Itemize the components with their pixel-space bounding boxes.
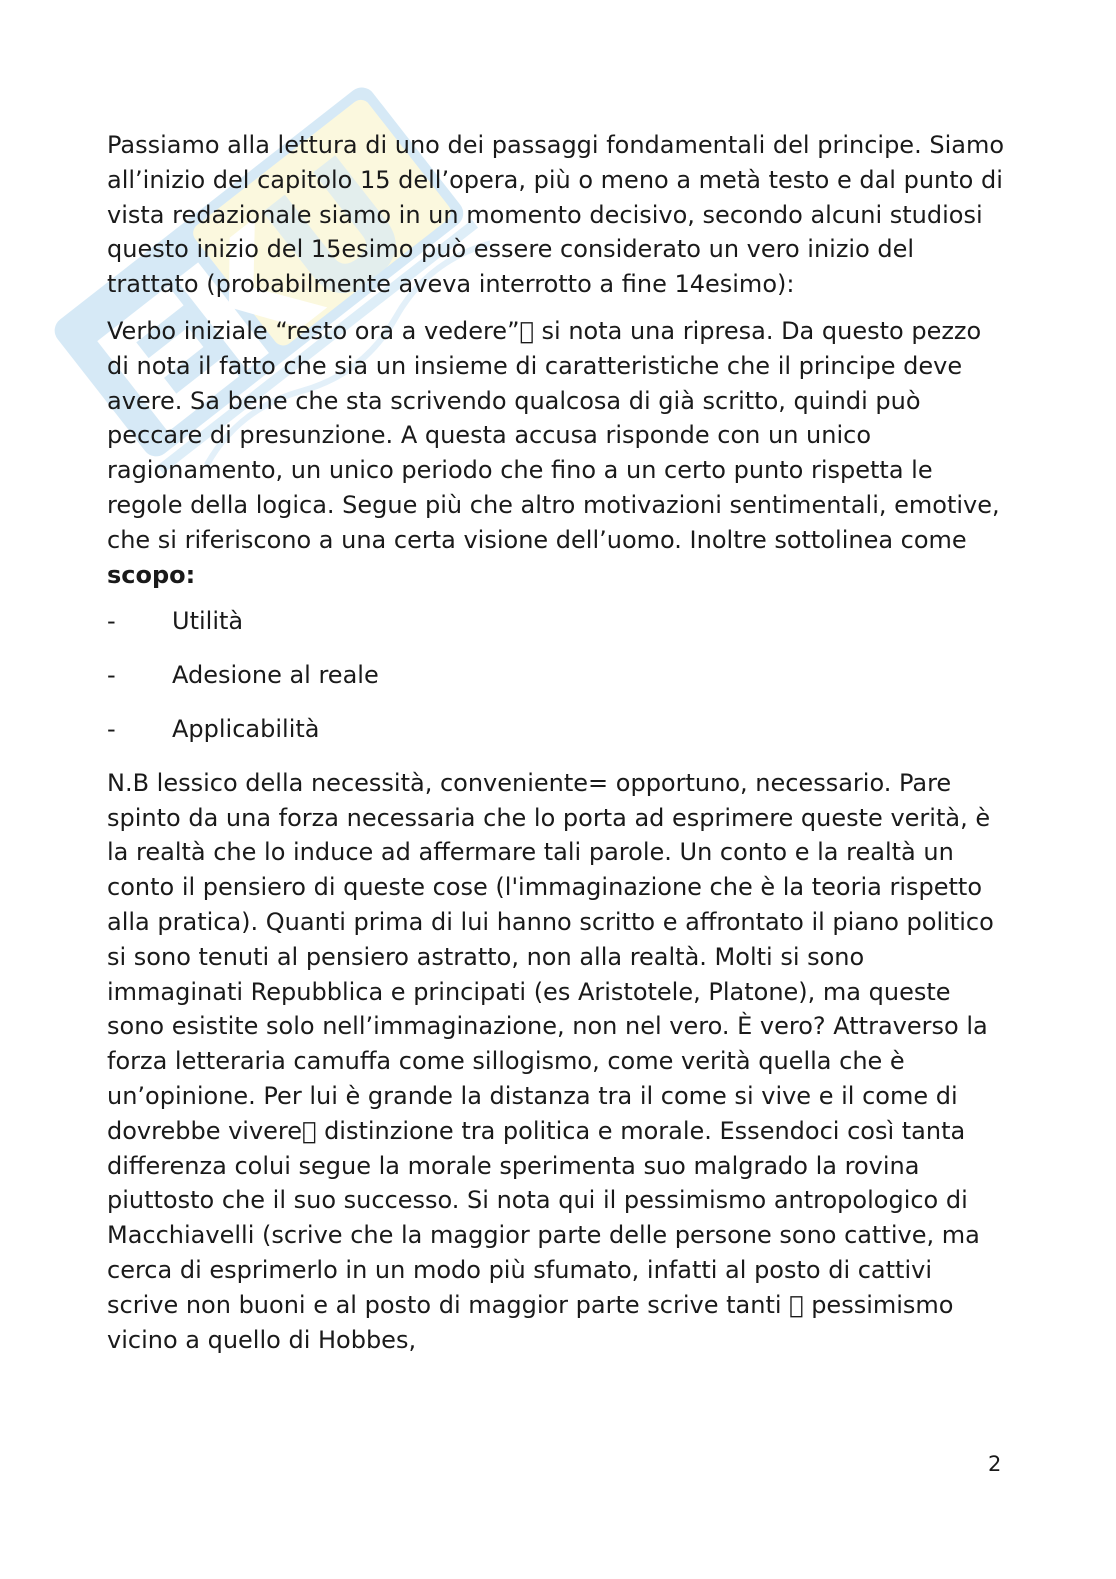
list-item-text: Applicabilità <box>172 714 320 743</box>
paragraph-nb-lessico: N.B lessico della necessità, conveniente= opportuno, necessario. Pare spinto da una forza necessaria che lo porta ad esprimere queste verità, è la realtà che lo induce ad affermare tali parole. Un conto e la realtà un conto il pensiero di queste cose (l'immaginazione che è la teoria rispetto alla pratica). Quanti prima di lui hanno scritto e affrontato il piano politico si sono tenuti al pensiero astratto, non alla realtà. Molti si sono immaginati Repubblica e principati (es Aristotele, Platone), ma queste sono esistite solo nell’immaginazione, non nel vero. È vero? Attraverso la forza letteraria camuffa come sillogismo, come verità quella che è un’opinione. Per lui è grande la distanza tra il come si vive e il come di dovrebbe vivere  distinzione tra politica e morale. Essendoci così tanta differenza colui segue la morale sperimenta suo malgrado la rovina piuttosto che il suo successo. Si nota qui il pessimismo antropologico di Macchiavelli (scrive che la maggior parte delle persone sono cattive, ma cerca di esprimerlo in un modo più sfumato, infatti al posto di cattivi scrive non buoni e al posto di maggior parte scrive tanti   pessimismo vicino a quello di Hobbes, <box>107 768 994 1354</box>
bullet-marker: - <box>107 661 116 690</box>
paragraph-intro: Passiamo alla lettura di uno dei passaggi fondamentali del principe. Siamo all’inizio del capitolo 15 dell’opera, più o meno a metà testo e dal punto di vista redazionale siamo in un momento decisivo, secondo alcuni studiosi questo inizio del 15esimo può essere considerato un vero inizio del trattato (probabilmente aveva interrotto a fine 14esimo): <box>107 131 1004 299</box>
list-item <box>107 712 1007 747</box>
page-number: 2 <box>988 1452 1002 1476</box>
document-body <box>107 128 1007 1369</box>
list-item-text: Utilità <box>172 607 244 636</box>
paragraph-verbo-iniziale <box>107 314 1007 592</box>
scopo-label: scopo: <box>107 560 196 589</box>
bullet-marker: - <box>107 714 116 743</box>
list-item <box>107 658 1007 693</box>
list-item <box>107 604 1007 639</box>
paragraph-verbo-iniziale-text: Verbo iniziale “resto ora a vedere”  si nota una ripresa. Da questo pezzo di nota il fatto che sia un insieme di caratteristiche che il principe deve avere. Sa bene che sta scrivendo qualcosa di già scritto, quindi può peccare di presunzione. A questa accusa risponde con un unico ragionamento, un unico periodo che fino a un certo punto rispetta le regole della logica. Segue più che altro motivazioni sentimentali, emotive, che si riferiscono a una certa visione dell’uomo. Inoltre sottolinea come <box>107 316 1000 554</box>
list-item-text: Adesione al reale <box>172 661 379 690</box>
bullet-marker: - <box>107 607 116 636</box>
